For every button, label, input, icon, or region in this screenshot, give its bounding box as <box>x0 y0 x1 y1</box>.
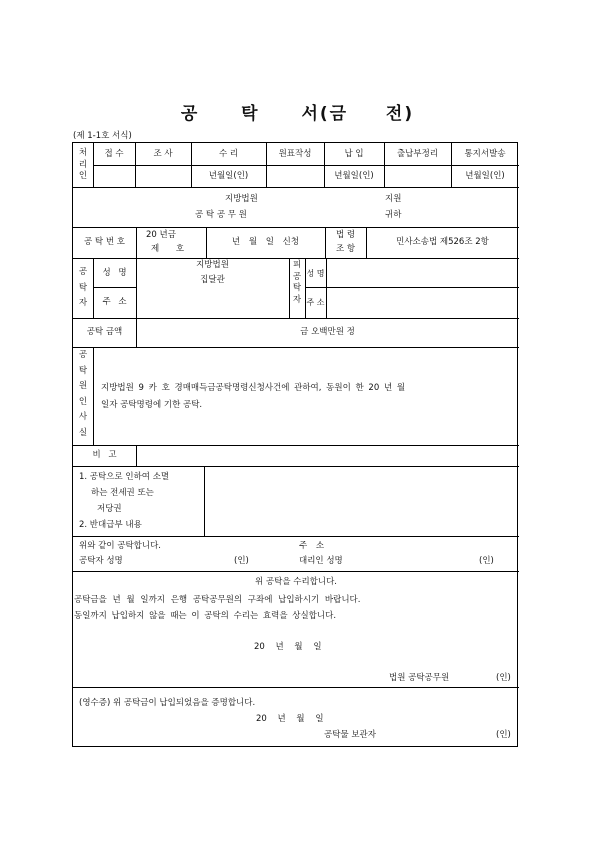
acceptance-line-2: 공탁금을 년 월 일까지 은행 공탁공무원의 구좌에 납입하시기 바랍니다. <box>74 595 361 605</box>
date-payment: 년월일(인) <box>334 171 374 181</box>
cause-line-2: 일자 공탁명령에 기한 공탁. <box>101 400 203 410</box>
cause-line-1: 지방법원 9 카 호 경매매득금공탁명령신청사건에 관하여, 동원이 한 20 년 월 <box>101 383 406 393</box>
rule <box>73 687 519 688</box>
cause-label: 공 탁 원 인 사 실 <box>78 350 88 438</box>
title-part-4: 전) <box>385 104 415 124</box>
header-receipt: 접 수 <box>104 149 124 159</box>
header-ledger-creation: 원표작성 <box>278 149 312 159</box>
acceptance-line-1: 위 공탁을 수리합니다. <box>254 577 337 587</box>
notes-line-4: 2. 반대급부 내용 <box>79 520 142 530</box>
header-notice-dispatch: 통지서발송 <box>464 149 506 159</box>
law-article: 민사소송법 제526조 2항 <box>396 237 489 247</box>
header-investigation: 조 사 <box>153 149 173 159</box>
notes-line-2: 하는 전세권 또는 <box>91 488 154 498</box>
agent-seal: (인) <box>479 556 494 566</box>
amount-value: 금 오백만원 정 <box>300 327 355 337</box>
notes-line-1: 1. 공탁으로 인하여 소멸 <box>79 472 170 482</box>
rule <box>73 571 519 572</box>
acceptance-officer: 법원 공탁공무원 <box>389 673 450 683</box>
rule <box>73 318 519 319</box>
title-part-2: 탁 <box>241 104 260 124</box>
depositee-name-label: 성 명 <box>306 269 325 278</box>
acceptance-date: 20 년 월 일 <box>254 642 322 652</box>
district-court: 지방법원 <box>225 194 258 204</box>
rule <box>93 347 94 445</box>
rule <box>73 227 519 228</box>
depositee-address-label: 주 소 <box>306 298 325 307</box>
header-payment: 납 입 <box>344 149 364 159</box>
rule <box>73 536 519 537</box>
acceptance-seal: (인) <box>496 673 511 683</box>
acceptance-line-3: 동일까지 납입하지 않을 때는 이 공탁의 수리는 효력을 상실합니다. <box>74 611 337 621</box>
depositor-name-2: 집달관 <box>200 275 225 285</box>
remarks-label: 비 고 <box>92 450 117 460</box>
law-label-2: 조 항 <box>335 244 356 254</box>
title-part-1: 공 <box>180 104 200 124</box>
deposit-year: 20 년금 <box>146 230 176 240</box>
declaration-address: 주 소 <box>299 541 325 551</box>
rule <box>326 258 327 318</box>
rule <box>93 258 94 318</box>
form-number: (제 1-1호 서식) <box>73 131 132 141</box>
date-notice: 년월일(인) <box>465 171 505 181</box>
branch-court: 지원 <box>385 194 402 204</box>
processing-label: 처 리 인 <box>78 148 88 181</box>
law-label-1: 법 령 <box>335 230 356 240</box>
rule <box>93 165 519 166</box>
agent-signature: 대리인 성명 <box>299 556 343 566</box>
depositor-address-label: 주 소 <box>102 297 127 307</box>
rule <box>73 347 519 348</box>
header-cashbook: 출납부정리 <box>396 149 439 159</box>
rule <box>305 258 306 318</box>
receipt-seal: (인) <box>496 730 511 740</box>
rule <box>136 227 137 258</box>
depositee-label: 피 공 탁 자 <box>292 260 302 305</box>
rule <box>73 187 519 188</box>
notes-line-3: 저당권 <box>97 504 122 514</box>
depositor-seal: (인) <box>234 556 249 566</box>
deposit-officer: 공 탁 공 무 원 <box>195 210 247 220</box>
rule <box>136 445 137 466</box>
receipt-date: 20 년 월 일 <box>256 714 324 724</box>
addressee: 귀하 <box>385 210 402 220</box>
depositor-name-1: 지방법원 <box>196 260 229 270</box>
declaration-statement: 위와 같이 공탁합니다. <box>79 541 162 551</box>
depositor-label: 공 탁 자 <box>78 267 88 308</box>
rule <box>73 466 519 467</box>
depositor-signature: 공탁자 성명 <box>79 556 123 566</box>
rule <box>93 287 136 288</box>
application-date: 년 월 일 신청 <box>231 237 300 247</box>
rule <box>204 466 205 536</box>
date-acceptance: 년월일(인) <box>208 171 249 181</box>
rule <box>305 287 519 288</box>
amount-label: 공탁 금액 <box>86 327 123 337</box>
header-acceptance: 수 리 <box>218 149 239 159</box>
receipt-keeper: 공탁물 보관자 <box>324 730 376 740</box>
rule <box>73 258 519 259</box>
deposit-form <box>72 142 518 747</box>
rule <box>73 445 519 446</box>
receipt-line-1: (영수증) 위 공탁금이 납입되었음을 증명합니다. <box>79 698 256 708</box>
deposit-number: 제 호 <box>151 244 185 254</box>
depositor-name-label: 성 명 <box>102 268 127 278</box>
document-title <box>0 99 595 124</box>
deposit-number-label: 공 탁 번 호 <box>84 237 125 247</box>
title-part-3: 서(금 <box>301 104 349 124</box>
